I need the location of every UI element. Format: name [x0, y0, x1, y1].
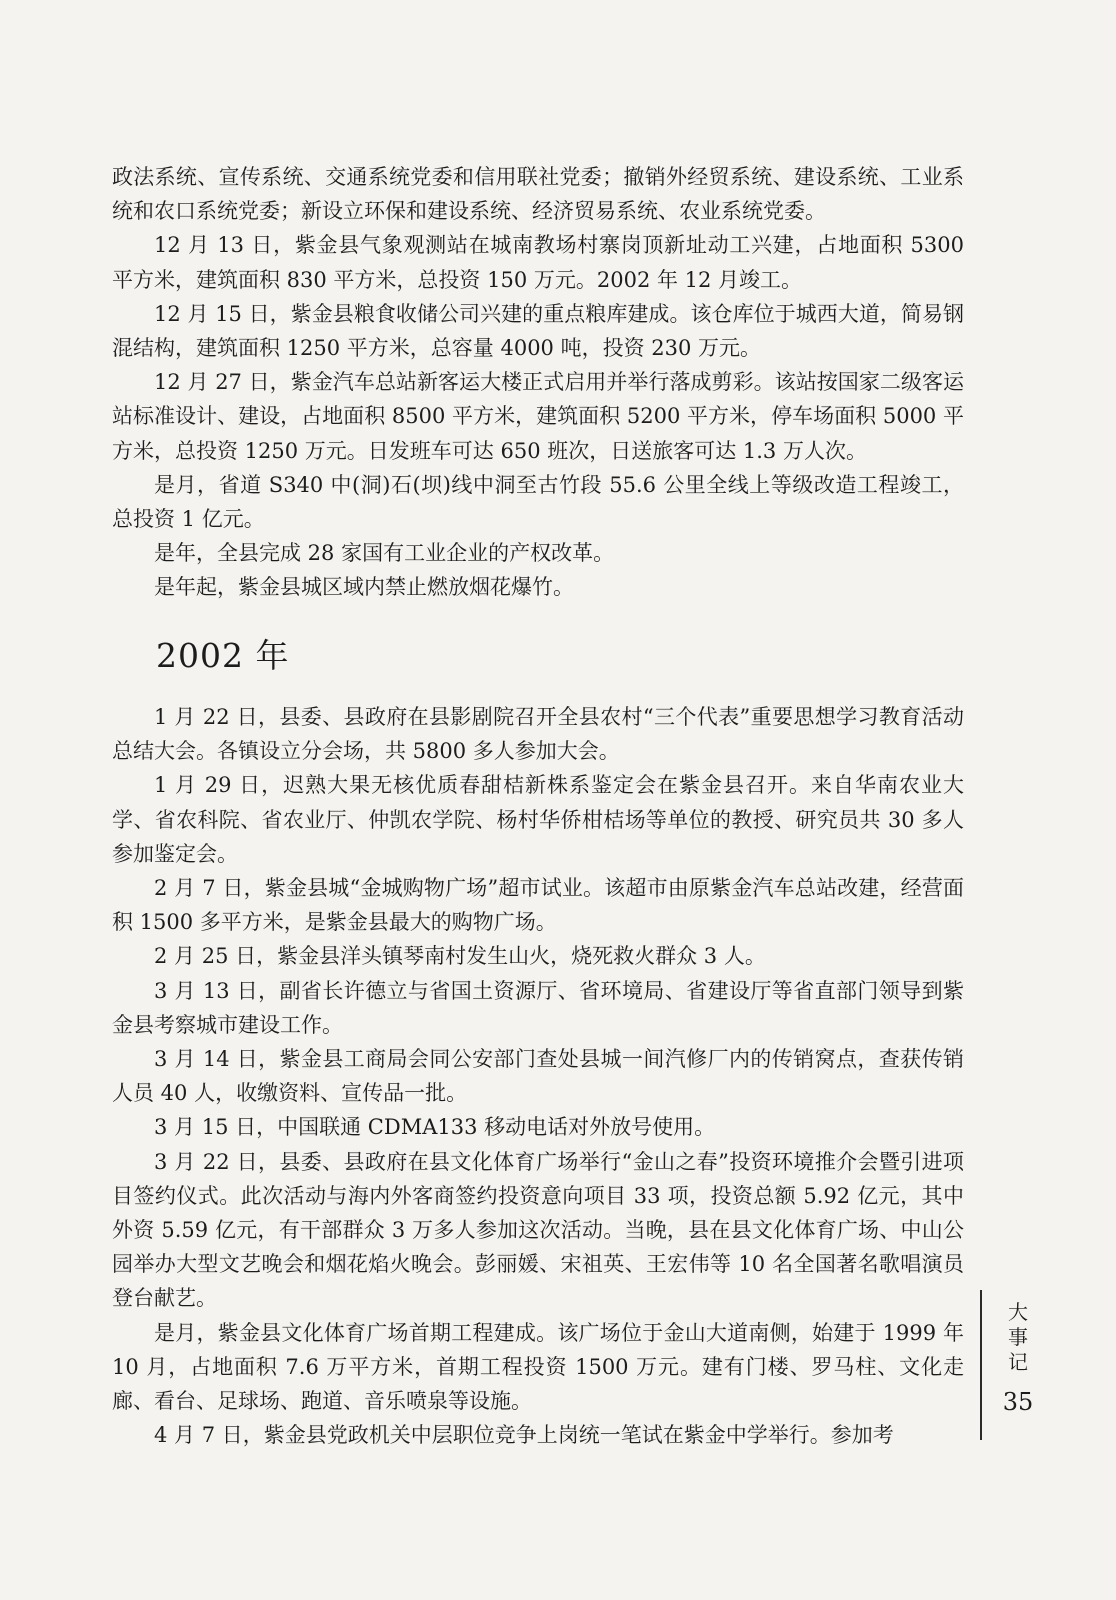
page-number: 35 [1002, 1388, 1034, 1416]
paragraph: 1 月 22 日，县委、县政府在县影剧院召开全县农村“三个代表”重要思想学习教育活动总结大会。各镇设立分会场，共 5800 多人参加大会。 [112, 705, 964, 764]
margin-rule [980, 1290, 982, 1440]
paragraph: 2 月 25 日，紫金县洋头镇琴南村发生山火，烧死救火群众 3 人。 [154, 944, 766, 969]
paragraph: 4 月 7 日，紫金县党政机关中层职位竞争上岗统一笔试在紫金中学举行。参加考 [154, 1423, 894, 1448]
paragraph: 3 月 13 日，副省长许德立与省国土资源厅、省环境局、省建设厅等省直部门领导到紫金县考察城市建设工作。 [112, 978, 964, 1037]
top-text-block [112, 160, 964, 605]
paragraph: 12 月 13 日，紫金县气象观测站在城南教场村寨岗顶新址动工兴建，占地面积 5300 平方米，建筑面积 830 平方米，总投资 150 万元。2002 年 12 月竣工。 [112, 233, 964, 292]
paragraph: 3 月 14 日，紫金县工商局会同公安部门查处县城一间汽修厂内的传销窝点，查获传销人员 40 人，收缴资料、宣传品一批。 [112, 1047, 964, 1106]
bottom-text-block [112, 700, 964, 1452]
paragraph: 是年，全县完成 28 家国有工业企业的产权改革。 [154, 541, 615, 566]
paragraph: 12 月 27 日，紫金汽车总站新客运大楼正式启用并举行落成剪彩。该站按国家二级客运站标准设计、建设，占地面积 8500 平方米，建筑面积 5200 平方米，停车场面积 5000 平方米，总投资 1250 万元。日发班车可达 650 班次，日送旅客可达 1.3 万人次。 [112, 370, 964, 463]
paragraph: 3 月 15 日，中国联通 CDMA133 移动电话对外放号使用。 [154, 1115, 716, 1140]
paragraph: 1 月 29 日，迟熟大果无核优质春甜桔新株系鉴定会在紫金县召开。来自华南农业大学、省农科院、省农业厅、仲凯农学院、杨村华侨柑桔场等单位的教授、研究员共 30 多人参加鉴定会。 [112, 773, 964, 866]
paragraph: 是月，紫金县文化体育广场首期工程建成。该广场位于金山大道南侧，始建于 1999 年 10 月，占地面积 7.6 万平方米，首期工程投资 1500 万元。建有门楼、罗马柱、文化走廊、看台、足球场、跑道、音乐喷泉等设施。 [112, 1320, 964, 1414]
paragraph: 是月，省道 S340 中(洞)石(坝)线中洞至古竹段 55.6 公里全线上等级改造工程竣工，总投资 1 亿元。 [112, 472, 964, 532]
paragraph: 12 月 15 日，紫金县粮食收储公司兴建的重点粮库建成。该仓库位于城西大道，简易钢混结构，建筑面积 1250 平方米，总容量 4000 吨，投资 230 万元。 [112, 301, 964, 361]
paragraph: 政法系统、宣传系统、交通系统党委和信用联社党委；撤销外经贸系统、建设系统、工业系统和农口系统党委；新设立环保和建设系统、经济贸易系统、农业系统党委。 [112, 165, 964, 224]
paragraph: 2 月 7 日，紫金县城“金城购物广场”超市试业。该超市由原紫金汽车总站改建，经营面积 1500 多平方米，是紫金县最大的购物广场。 [112, 876, 964, 935]
paragraph: 3 月 22 日，县委、县政府在县文化体育广场举行“金山之春”投资环境推介会暨引进项目签约仪式。此次活动与海内外客商签约投资意向项目 33 项，投资总额 5.92 亿元，其中外资 5.59 亿元，有干部群众 3 万多人参加这次活动。当晚，县在县文化体育广场、中山公园举办大型文艺晚会和烟花焰火晚会。彭丽媛、宋祖英、王宏伟等 10 名全国著名歌唱演员登台献艺。 [112, 1149, 964, 1311]
paragraph: 是年起，紫金县城区域内禁止燃放烟花爆竹。 [154, 575, 574, 600]
section-side-label: 大事记 [1008, 1300, 1028, 1374]
year-heading: 2002 年 [156, 636, 290, 675]
